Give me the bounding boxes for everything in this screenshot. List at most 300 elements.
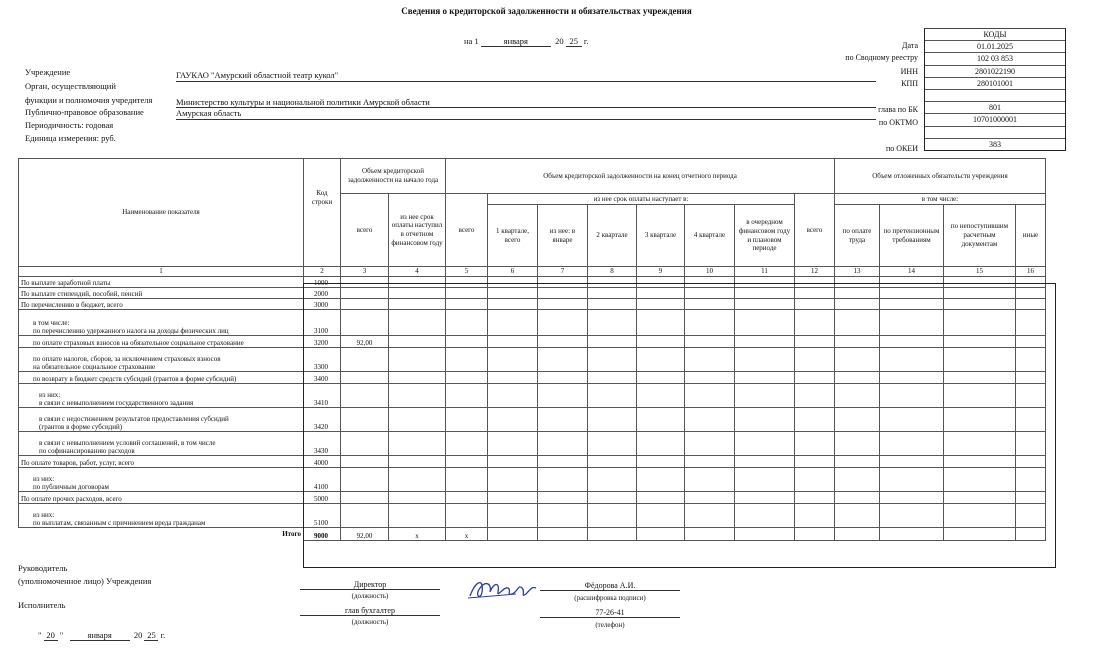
row-code: 4000 [304, 456, 341, 468]
cell-col4 [389, 492, 446, 504]
cell-col5 [446, 408, 488, 432]
cell-col13 [835, 468, 880, 492]
cell-col9 [637, 336, 685, 348]
cell-col14 [880, 456, 944, 468]
column-number: 3 [341, 267, 389, 277]
col4-header: из нее срок оплаты наступил в отчетном финансовом году [389, 194, 446, 267]
row-name [19, 299, 304, 310]
table-row [19, 336, 1046, 348]
cell-col8 [588, 384, 637, 408]
col15-header: по непоступившим расчетным документам [944, 205, 1016, 267]
row-code: 9000 [304, 528, 341, 541]
cell-col6 [488, 299, 538, 310]
cell-col9 [637, 348, 685, 372]
cell-col5 [446, 310, 488, 336]
cell-col3 [341, 288, 389, 299]
cell-col11 [735, 408, 795, 432]
col-name-header: Наименование показателя [19, 159, 304, 267]
cell-col16 [1016, 528, 1046, 541]
row-name-line: (грантов в форме субсидий) [39, 423, 123, 431]
cell-col3 [341, 408, 389, 432]
cell-col11 [735, 372, 795, 384]
cell-col6 [488, 384, 538, 408]
row-name-line: по оплате налогов, сборов, за исключением страховых взносов [33, 355, 221, 363]
cell-col4 [389, 336, 446, 348]
group-end-header: Объем кредиторской задолженности на конец отчетного периода [446, 159, 835, 194]
cell-col4: x [389, 528, 446, 541]
cell-col15 [944, 468, 1016, 492]
cell-col11 [735, 288, 795, 299]
cell-col3: 92,00 [341, 336, 389, 348]
cell-col14 [880, 504, 944, 528]
table-row [19, 504, 1046, 528]
row-name-line: на обязательное социальное страхование [33, 363, 156, 371]
cell-col5 [446, 384, 488, 408]
cell-col16 [1016, 348, 1046, 372]
cell-col15 [944, 348, 1016, 372]
cell-col12 [795, 456, 835, 468]
label-registry: по Сводному реестру [845, 53, 918, 62]
cell-col15 [944, 310, 1016, 336]
cell-col9 [637, 492, 685, 504]
cell-col11 [735, 310, 795, 336]
col3-header: всего [341, 194, 389, 267]
cell-col11 [735, 504, 795, 528]
code-oktmo: 10701000001 [925, 113, 1065, 125]
cell-col6 [488, 504, 538, 528]
cell-col11 [735, 492, 795, 504]
cell-col10 [685, 468, 735, 492]
row-name-line: по оплате страховых взносов на обязательное социальное страхование [33, 339, 244, 347]
cell-col12 [795, 384, 835, 408]
exec-label: Исполнитель [18, 600, 66, 610]
sign-date-day: 20 [44, 630, 58, 641]
cell-col9 [637, 456, 685, 468]
cell-col14 [880, 348, 944, 372]
organ-label-1: Орган, осуществляющий [25, 81, 116, 91]
row-code: 3420 [304, 408, 341, 432]
cell-col6 [488, 456, 538, 468]
column-number: 16 [1016, 267, 1046, 277]
row-code: 3410 [304, 384, 341, 408]
cell-col5 [446, 432, 488, 456]
cell-col10 [685, 528, 735, 541]
cell-col5 [446, 456, 488, 468]
column-number: 11 [735, 267, 795, 277]
cell-col16 [1016, 492, 1046, 504]
cell-col4 [389, 277, 446, 288]
sign-date-year: 25 [144, 630, 158, 641]
row-code: 3000 [304, 299, 341, 310]
col12-header: всего [795, 194, 835, 267]
cell-col6 [488, 348, 538, 372]
cell-col5 [446, 492, 488, 504]
row-code: 3400 [304, 372, 341, 384]
cell-col10 [685, 299, 735, 310]
head-label-2: (уполномоченное лицо) Учреждения [18, 576, 152, 586]
code-okei: 383 [925, 138, 1065, 150]
cell-col16 [1016, 432, 1046, 456]
exec-position-caption: (должность) [351, 618, 389, 626]
sign-date [38, 630, 165, 641]
cell-col11 [735, 528, 795, 541]
cell-col13 [835, 348, 880, 372]
cell-col8 [588, 432, 637, 456]
column-number: 10 [685, 267, 735, 277]
cell-col15 [944, 492, 1016, 504]
table-row [19, 372, 1046, 384]
cell-col13 [835, 277, 880, 288]
code-kpp: 280101001 [925, 77, 1065, 89]
row-name-line: в связи с невыполнением условий соглашений, в том числе [39, 439, 216, 447]
code-empty-2 [925, 126, 1065, 138]
cell-col6 [488, 492, 538, 504]
cell-col10 [685, 348, 735, 372]
date-line [464, 36, 588, 47]
cell-col5: x [446, 528, 488, 541]
cell-col12 [795, 348, 835, 372]
cell-col14 [880, 492, 944, 504]
date-suffix: г. [583, 36, 589, 46]
cell-col11 [735, 432, 795, 456]
table-row [19, 528, 1046, 541]
cell-col10 [685, 492, 735, 504]
col8-header: 2 квартале [588, 205, 637, 267]
row-name-line: По оплате прочих расходов, всего [21, 495, 122, 503]
column-number: 9 [637, 267, 685, 277]
cell-col7 [538, 408, 588, 432]
cell-col5 [446, 372, 488, 384]
date-year: 25 [566, 36, 582, 47]
column-number: 13 [835, 267, 880, 277]
row-code: 5000 [304, 492, 341, 504]
cell-col3 [341, 492, 389, 504]
table-row [19, 492, 1046, 504]
row-name [19, 288, 304, 299]
cell-col8 [588, 456, 637, 468]
cell-col5 [446, 299, 488, 310]
cell-col8 [588, 408, 637, 432]
cell-col15 [944, 456, 1016, 468]
cell-col12 [795, 372, 835, 384]
cell-col11 [735, 299, 795, 310]
cell-col13 [835, 504, 880, 528]
row-name [19, 348, 304, 372]
cell-col4 [389, 299, 446, 310]
cell-col12 [795, 492, 835, 504]
column-number: 15 [944, 267, 1016, 277]
column-number: 2 [304, 267, 341, 277]
cell-col15 [944, 528, 1016, 541]
cell-col10 [685, 372, 735, 384]
table-row [19, 456, 1046, 468]
row-code: 1000 [304, 277, 341, 288]
cell-col14 [880, 288, 944, 299]
cell-col11 [735, 384, 795, 408]
column-number: 4 [389, 267, 446, 277]
cell-col9 [637, 432, 685, 456]
cell-col3 [341, 384, 389, 408]
cell-col4 [389, 288, 446, 299]
unit-label: Единица измерения: руб. [25, 133, 116, 143]
col-code-header: Код строки [304, 159, 341, 267]
code-inn: 2801022190 [925, 65, 1065, 77]
row-name-line: по перечислению удержанного налога на доходы физических лиц [33, 327, 229, 335]
group-deferred-header: Объем отложенных обязательств учреждения [835, 159, 1046, 194]
col10-header: 4 квартале [685, 205, 735, 267]
col13-header: по оплате труда [835, 205, 880, 267]
creditor-table [18, 158, 1046, 541]
row-name-line: из них: [33, 511, 55, 519]
cell-col3 [341, 299, 389, 310]
code-empty [925, 89, 1065, 101]
cell-col10 [685, 408, 735, 432]
column-number: 7 [538, 267, 588, 277]
table-row [19, 384, 1046, 408]
label-bk: глава по БК [878, 105, 918, 114]
cell-col14 [880, 299, 944, 310]
cell-col12 [795, 408, 835, 432]
column-number: 1 [19, 267, 304, 277]
row-name [19, 468, 304, 492]
label-oktmo: по ОКТМО [878, 118, 918, 127]
column-number: 12 [795, 267, 835, 277]
cell-col7 [538, 456, 588, 468]
label-date: Дата [902, 41, 918, 50]
cell-col4 [389, 310, 446, 336]
row-code: 2000 [304, 288, 341, 299]
cell-col9 [637, 372, 685, 384]
cell-col12 [795, 528, 835, 541]
cell-col3: 92,00 [341, 528, 389, 541]
group-start-header: Объем кредиторской задолженности на начало года [341, 159, 446, 194]
cell-col8 [588, 504, 637, 528]
document-title: Сведения о кредиторской задолженности и обязательствах учреждения [401, 6, 692, 16]
row-name-text: Итого [282, 530, 301, 539]
cell-col4 [389, 384, 446, 408]
row-name [19, 310, 304, 336]
exec-phone-caption: (телефон) [595, 621, 625, 629]
period-label: Периодичность: годовая [25, 120, 114, 130]
head-position-caption: (должность) [351, 592, 389, 600]
cell-col7 [538, 492, 588, 504]
table-row [19, 348, 1046, 372]
date-prefix: на 1 [464, 36, 479, 46]
col11-header: в очередном финансовом году и плановом периоде [735, 205, 795, 267]
cell-col15 [944, 432, 1016, 456]
cell-col13 [835, 336, 880, 348]
date-year-prefix: 20 [555, 36, 564, 46]
cell-col15 [944, 277, 1016, 288]
cell-col14 [880, 310, 944, 336]
cell-col12 [795, 299, 835, 310]
column-number: 5 [446, 267, 488, 277]
codes-box [924, 28, 1066, 151]
cell-col3 [341, 277, 389, 288]
cell-col15 [944, 384, 1016, 408]
cell-col3 [341, 504, 389, 528]
cell-col8 [588, 288, 637, 299]
cell-col7 [538, 372, 588, 384]
cell-col12 [795, 310, 835, 336]
cell-col8 [588, 299, 637, 310]
row-name [19, 492, 304, 504]
cell-col6 [488, 432, 538, 456]
sign-date-close: " [59, 630, 64, 640]
cell-col11 [735, 468, 795, 492]
col7-header: из нее: в январе [538, 205, 588, 267]
row-name-line: в связи с невыполнением государственного задания [39, 399, 194, 407]
sign-date-suffix: г. [160, 630, 166, 640]
cell-col14 [880, 336, 944, 348]
cell-col13 [835, 456, 880, 468]
code-bk: 801 [925, 101, 1065, 113]
cell-col16 [1016, 408, 1046, 432]
cell-col12 [795, 336, 835, 348]
cell-col14 [880, 372, 944, 384]
row-name-line: в том числе: [33, 319, 70, 327]
cell-col6 [488, 310, 538, 336]
cell-col13 [835, 384, 880, 408]
cell-col15 [944, 299, 1016, 310]
cell-col12 [795, 504, 835, 528]
cell-col10 [685, 504, 735, 528]
cell-col14 [880, 468, 944, 492]
column-number: 14 [880, 267, 944, 277]
cell-col7 [538, 432, 588, 456]
cell-col5 [446, 348, 488, 372]
col16-header: иные [1016, 205, 1046, 267]
row-name [19, 456, 304, 468]
table-row [19, 408, 1046, 432]
cell-col3 [341, 310, 389, 336]
cell-col7 [538, 288, 588, 299]
cell-col3 [341, 348, 389, 372]
cell-col3 [341, 468, 389, 492]
cell-col8 [588, 468, 637, 492]
cell-col9 [637, 310, 685, 336]
cell-col9 [637, 277, 685, 288]
row-name-line: из них: [33, 475, 55, 483]
cell-col15 [944, 288, 1016, 299]
row-code: 4100 [304, 468, 341, 492]
row-name [19, 277, 304, 288]
cell-col3 [341, 456, 389, 468]
row-code: 3430 [304, 432, 341, 456]
row-name-line: По оплате товаров, работ, услуг, всего [21, 459, 135, 467]
cell-col5 [446, 468, 488, 492]
cell-col4 [389, 468, 446, 492]
cell-col16 [1016, 336, 1046, 348]
cell-col13 [835, 432, 880, 456]
due-sub-header: из нее срок оплаты наступает в: [488, 194, 795, 205]
code-date: 01.01.2025 [925, 40, 1065, 52]
cell-col7 [538, 348, 588, 372]
row-name-line: по софинансированию расходов [39, 447, 135, 455]
cell-col7 [538, 310, 588, 336]
cell-col13 [835, 372, 880, 384]
public-value: Амурская область [176, 108, 242, 118]
cell-col10 [685, 384, 735, 408]
head-name-caption: (расшифровка подписи) [574, 594, 646, 602]
cell-col9 [637, 468, 685, 492]
row-name-line: По выплате заработной платы [21, 279, 111, 287]
cell-col14 [880, 384, 944, 408]
cell-col12 [795, 468, 835, 492]
row-name [19, 372, 304, 384]
cell-col3 [341, 432, 389, 456]
cell-col16 [1016, 277, 1046, 288]
sign-date-year-prefix: 20 [133, 630, 143, 640]
cell-col4 [389, 408, 446, 432]
column-number: 8 [588, 267, 637, 277]
column-numbers-row [19, 267, 1046, 277]
cell-col16 [1016, 456, 1046, 468]
label-inn: ИНН [900, 67, 918, 76]
institution-value: ГАУКАО "Амурский областной театр кукол" [176, 70, 339, 80]
cell-col13 [835, 492, 880, 504]
cell-col4 [389, 504, 446, 528]
table-row [19, 310, 1046, 336]
cell-col16 [1016, 468, 1046, 492]
row-name-line: по возврату в бюджет средств субсидий (грантов в форме субсидий) [33, 375, 237, 383]
col5-header: всего [446, 194, 488, 267]
cell-col6 [488, 288, 538, 299]
cell-col9 [637, 299, 685, 310]
head-label-1: Руководитель [18, 563, 68, 573]
cell-col6 [488, 372, 538, 384]
institution-label: Учреждение [25, 67, 71, 77]
sign-date-open: " [38, 630, 42, 640]
table-body [19, 277, 1046, 541]
table-row [19, 288, 1046, 299]
cell-col11 [735, 456, 795, 468]
cell-col8 [588, 372, 637, 384]
cell-col14 [880, 277, 944, 288]
organ-label-2: функции и полномочия учредителя [25, 95, 153, 105]
cell-col4 [389, 456, 446, 468]
cell-col5 [446, 504, 488, 528]
row-name [19, 336, 304, 348]
row-code: 3200 [304, 336, 341, 348]
cell-col9 [637, 504, 685, 528]
cell-col13 [835, 408, 880, 432]
cell-col11 [735, 336, 795, 348]
cell-col4 [389, 348, 446, 372]
cell-col8 [588, 277, 637, 288]
row-name [19, 384, 304, 408]
row-code: 3100 [304, 310, 341, 336]
column-number: 6 [488, 267, 538, 277]
cell-col7 [538, 468, 588, 492]
table-row [19, 299, 1046, 310]
row-code: 3300 [304, 348, 341, 372]
row-name-line: По перечислению в бюджет, всего [21, 301, 123, 309]
cell-col8 [588, 336, 637, 348]
handwritten-signature [466, 574, 546, 604]
cell-col8 [588, 528, 637, 541]
row-name-line: по выплатам, связанным с причинением вреда гражданам [33, 519, 206, 527]
cell-col13 [835, 528, 880, 541]
col6-header: 1 квартале, всего [488, 205, 538, 267]
table-row [19, 277, 1046, 288]
cell-col8 [588, 348, 637, 372]
table-row [19, 432, 1046, 456]
cell-col9 [637, 408, 685, 432]
code-registry: 102 03 853 [925, 52, 1065, 64]
cell-col4 [389, 432, 446, 456]
organ-value: Министерство культуры и национальной политики Амурской области [176, 97, 430, 107]
